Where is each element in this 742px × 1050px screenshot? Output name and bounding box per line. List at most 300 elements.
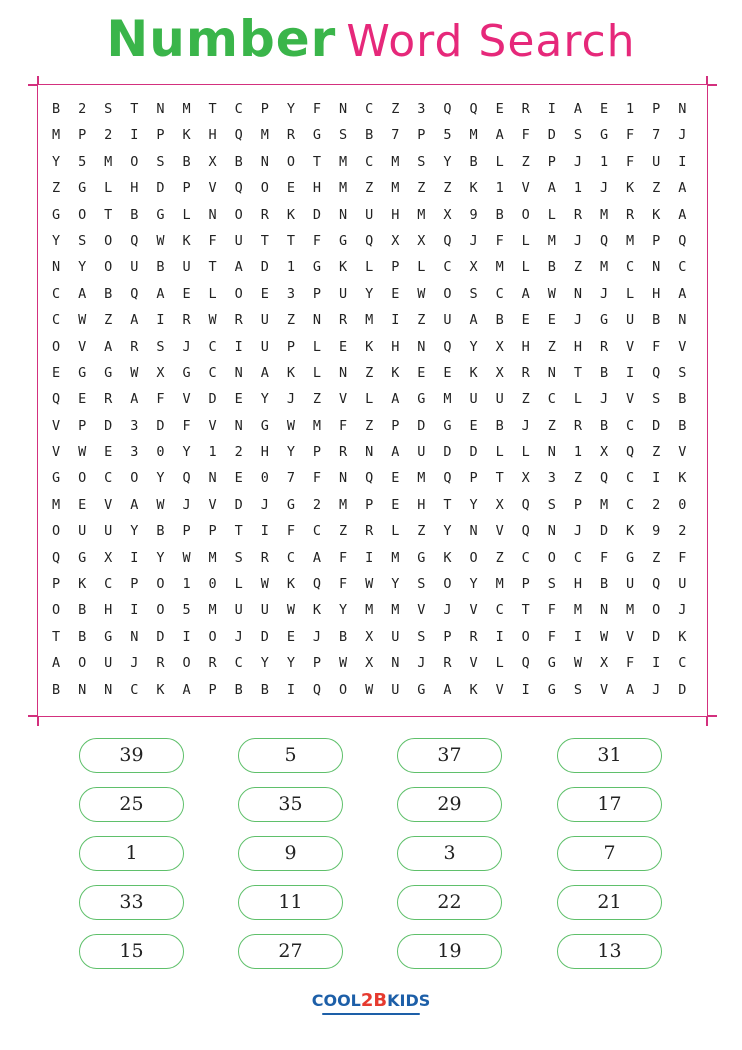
grid-letter[interactable]: A — [130, 312, 139, 329]
grid-letter[interactable]: B — [599, 417, 609, 434]
grid-letter[interactable]: Y — [443, 153, 452, 170]
grid-letter[interactable]: G — [547, 655, 556, 672]
grid-letter[interactable]: L — [312, 338, 322, 355]
grid-letter[interactable]: N — [130, 628, 139, 645]
grid-letter[interactable]: C — [573, 549, 582, 566]
grid-letter[interactable]: Z — [365, 417, 374, 434]
grid-letter[interactable]: L — [365, 259, 374, 276]
grid-letter[interactable]: I — [365, 549, 374, 566]
grid-letter[interactable]: L — [495, 444, 504, 461]
grid-letter[interactable]: A — [678, 180, 687, 197]
grid-letter[interactable]: X — [391, 232, 400, 249]
grid-letter[interactable]: B — [547, 259, 556, 276]
grid-letter[interactable]: 1 — [573, 180, 582, 197]
grid-letter[interactable]: S — [678, 364, 687, 381]
grid-letter[interactable]: S — [573, 127, 582, 144]
grid-letter[interactable]: M — [208, 602, 217, 619]
grid-letter[interactable]: M — [365, 312, 374, 329]
grid-letter[interactable]: A — [678, 206, 687, 223]
grid-letter[interactable]: Z — [652, 444, 661, 461]
grid-letter[interactable]: Z — [547, 338, 556, 355]
grid-letter[interactable]: M — [495, 576, 504, 593]
grid-letter[interactable]: O — [78, 470, 87, 487]
grid-letter[interactable]: Q — [443, 101, 452, 117]
grid-letter[interactable]: B — [234, 153, 243, 170]
word-pill[interactable]: 9 — [238, 836, 343, 871]
grid-letter[interactable]: B — [260, 681, 269, 698]
grid-letter[interactable]: Q — [365, 470, 374, 487]
grid-letter[interactable]: 3 — [130, 417, 139, 434]
grid-letter[interactable]: Q — [443, 338, 452, 355]
grid-letter[interactable]: M — [443, 391, 452, 408]
grid-letter[interactable]: T — [104, 206, 113, 223]
grid-letter[interactable]: 3 — [130, 444, 139, 461]
word-pill[interactable]: 19 — [397, 934, 502, 969]
grid-letter[interactable]: J — [521, 417, 530, 434]
grid-letter[interactable]: B — [339, 628, 348, 645]
grid-letter[interactable]: Z — [417, 180, 426, 197]
grid-letter[interactable]: M — [573, 602, 582, 619]
grid-letter[interactable]: B — [104, 285, 113, 302]
grid-letter[interactable]: E — [286, 628, 295, 645]
grid-letter[interactable]: V — [469, 602, 478, 619]
word-pill[interactable]: 27 — [238, 934, 343, 969]
grid-letter[interactable]: M — [547, 232, 556, 249]
grid-letter[interactable]: M — [312, 417, 322, 434]
grid-letter[interactable]: L — [547, 206, 556, 223]
grid-letter[interactable]: K — [182, 232, 191, 249]
grid-letter[interactable]: R — [443, 655, 452, 672]
word-pill[interactable]: 22 — [397, 885, 502, 920]
grid-letter[interactable]: F — [339, 549, 348, 566]
grid-letter[interactable]: I — [391, 312, 400, 329]
grid-letter[interactable]: M — [339, 180, 348, 197]
grid-letter[interactable]: R — [260, 206, 269, 223]
grid-letter[interactable]: G — [547, 681, 556, 698]
grid-letter[interactable]: S — [156, 338, 165, 355]
grid-letter[interactable]: I — [652, 470, 661, 487]
word-pill[interactable]: 15 — [79, 934, 184, 969]
grid-letter[interactable]: M — [365, 602, 374, 619]
grid-letter[interactable]: G — [78, 549, 87, 566]
grid-letter[interactable]: R — [208, 655, 217, 672]
word-pill[interactable]: 17 — [557, 787, 662, 822]
grid-letter[interactable]: R — [156, 655, 165, 672]
grid-letter[interactable]: U — [495, 391, 504, 408]
grid-letter[interactable]: J — [573, 312, 582, 329]
grid-letter[interactable]: P — [312, 285, 322, 302]
grid-letter[interactable]: 2 — [652, 496, 661, 513]
grid-letter[interactable]: L — [495, 153, 504, 170]
grid-letter[interactable]: N — [208, 206, 217, 223]
grid-letter[interactable]: D — [652, 417, 661, 434]
grid-letter[interactable]: U — [234, 232, 243, 249]
grid-letter[interactable]: U — [391, 628, 400, 645]
grid-letter[interactable]: Z — [365, 180, 374, 197]
grid-letter[interactable]: N — [365, 444, 374, 461]
grid-letter[interactable]: R — [286, 127, 295, 144]
grid-letter[interactable]: C — [286, 549, 295, 566]
grid-letter[interactable]: I — [130, 549, 139, 566]
grid-letter[interactable]: O — [652, 602, 661, 619]
grid-letter[interactable]: N — [573, 285, 582, 302]
grid-letter[interactable]: A — [495, 127, 504, 144]
grid-letter[interactable]: 7 — [652, 127, 661, 144]
grid-letter[interactable]: J — [599, 180, 609, 197]
grid-letter[interactable]: Y — [260, 391, 269, 408]
grid-letter[interactable]: N — [339, 206, 348, 223]
grid-letter[interactable]: M — [339, 153, 348, 170]
grid-letter[interactable]: O — [521, 206, 530, 223]
grid-letter[interactable]: V — [208, 417, 217, 434]
grid-letter[interactable]: X — [208, 153, 217, 170]
grid-letter[interactable]: H — [260, 444, 269, 461]
grid-letter[interactable]: L — [521, 259, 530, 276]
grid-letter[interactable]: A — [678, 285, 687, 302]
grid-letter[interactable]: E — [234, 470, 243, 487]
grid-letter[interactable]: D — [260, 628, 269, 645]
grid-letter[interactable]: Q — [51, 391, 61, 408]
grid-letter[interactable]: Q — [130, 232, 139, 249]
word-pill[interactable]: 13 — [557, 934, 662, 969]
grid-letter[interactable]: S — [156, 153, 165, 170]
grid-letter[interactable]: E — [104, 444, 113, 461]
grid-letter[interactable]: R — [469, 628, 478, 645]
grid-letter[interactable]: M — [626, 602, 635, 619]
grid-letter[interactable]: J — [182, 338, 191, 355]
grid-letter[interactable]: A — [51, 655, 61, 672]
grid-letter[interactable]: A — [443, 681, 452, 698]
grid-letter[interactable]: 0 — [208, 576, 217, 593]
grid-letter[interactable]: C — [234, 101, 243, 117]
grid-letter[interactable]: Y — [51, 232, 61, 249]
grid-letter[interactable]: R — [573, 417, 582, 434]
grid-letter[interactable]: F — [339, 576, 348, 593]
grid-letter[interactable]: F — [182, 417, 191, 434]
grid-letter[interactable]: 1 — [599, 153, 609, 170]
grid-letter[interactable]: J — [443, 602, 452, 619]
grid-letter[interactable]: K — [365, 338, 374, 355]
grid-letter[interactable]: N — [339, 364, 348, 381]
grid-letter[interactable]: J — [260, 496, 269, 513]
grid-letter[interactable]: R — [599, 338, 609, 355]
grid-letter[interactable]: S — [104, 101, 113, 117]
grid-letter[interactable]: J — [469, 232, 478, 249]
grid-letter[interactable]: A — [260, 364, 269, 381]
grid-letter[interactable]: V — [182, 391, 191, 408]
grid-letter[interactable]: P — [312, 444, 322, 461]
grid-letter[interactable]: L — [312, 364, 322, 381]
grid-letter[interactable]: S — [78, 232, 87, 249]
grid-letter[interactable]: E — [51, 364, 61, 381]
grid-letter[interactable]: Z — [652, 549, 661, 566]
grid-letter[interactable]: 7 — [286, 470, 295, 487]
grid-letter[interactable]: Y — [286, 655, 295, 672]
grid-letter[interactable]: J — [678, 602, 687, 619]
grid-letter[interactable]: A — [312, 549, 322, 566]
grid-letter[interactable]: B — [51, 681, 61, 698]
grid-letter[interactable]: Q — [365, 232, 374, 249]
grid-letter[interactable]: A — [156, 285, 165, 302]
grid-letter[interactable]: O — [339, 681, 348, 698]
grid-letter[interactable]: Y — [130, 523, 139, 540]
grid-letter[interactable]: T — [495, 470, 504, 487]
grid-letter[interactable]: C — [104, 576, 113, 593]
grid-letter[interactable]: V — [599, 681, 609, 698]
grid-letter[interactable]: T — [130, 101, 139, 117]
grid-letter[interactable]: Z — [286, 312, 295, 329]
grid-letter[interactable]: D — [652, 628, 661, 645]
grid-letter[interactable]: W — [208, 312, 217, 329]
grid-letter[interactable]: S — [573, 681, 582, 698]
grid-letter[interactable]: L — [417, 259, 426, 276]
grid-letter[interactable]: I — [156, 312, 165, 329]
grid-letter[interactable]: M — [104, 153, 113, 170]
grid-letter[interactable]: V — [678, 444, 687, 461]
grid-letter[interactable]: B — [78, 628, 87, 645]
grid-letter[interactable]: S — [417, 628, 426, 645]
grid-letter[interactable]: A — [469, 312, 478, 329]
grid-letter[interactable]: Y — [286, 101, 295, 117]
grid-letter[interactable]: M — [391, 549, 400, 566]
grid-letter[interactable]: W — [286, 602, 295, 619]
grid-letter[interactable]: M — [260, 127, 269, 144]
grid-letter[interactable]: V — [626, 338, 635, 355]
grid-letter[interactable]: V — [626, 628, 635, 645]
grid-letter[interactable]: 5 — [443, 127, 452, 144]
grid-letter[interactable]: K — [678, 628, 687, 645]
grid-letter[interactable]: E — [391, 470, 400, 487]
grid-letter[interactable]: W — [260, 576, 269, 593]
grid-letter[interactable]: N — [417, 338, 426, 355]
grid-letter[interactable]: G — [78, 180, 87, 197]
word-pill[interactable]: 25 — [79, 787, 184, 822]
grid-letter[interactable]: 2 — [312, 496, 322, 513]
grid-letter[interactable]: N — [339, 470, 348, 487]
grid-letter[interactable]: N — [547, 364, 556, 381]
grid-letter[interactable]: E — [78, 496, 87, 513]
grid-letter[interactable]: O — [234, 285, 243, 302]
grid-letter[interactable]: V — [339, 391, 348, 408]
grid-letter[interactable]: V — [417, 602, 426, 619]
grid-letter[interactable]: F — [208, 232, 217, 249]
grid-letter[interactable]: H — [573, 576, 582, 593]
grid-letter[interactable]: Q — [626, 444, 635, 461]
grid-letter[interactable]: R — [521, 364, 530, 381]
grid-letter[interactable]: T — [443, 496, 452, 513]
grid-letter[interactable]: B — [495, 417, 504, 434]
grid-letter[interactable]: K — [286, 206, 295, 223]
grid-letter[interactable]: U — [678, 576, 687, 593]
grid-letter[interactable]: K — [286, 364, 295, 381]
grid-letter[interactable]: 2 — [78, 101, 87, 117]
grid-letter[interactable]: N — [339, 101, 348, 117]
grid-letter[interactable]: I — [521, 681, 530, 698]
grid-letter[interactable]: 9 — [652, 523, 661, 540]
grid-letter[interactable]: 5 — [78, 153, 87, 170]
grid-letter[interactable]: N — [234, 417, 243, 434]
grid-letter[interactable]: S — [234, 549, 243, 566]
grid-letter[interactable]: Q — [312, 576, 322, 593]
grid-letter[interactable]: P — [208, 523, 217, 540]
grid-letter[interactable]: H — [417, 496, 426, 513]
grid-letter[interactable]: V — [469, 655, 478, 672]
grid-letter[interactable]: I — [130, 602, 139, 619]
grid-letter[interactable]: U — [130, 259, 139, 276]
grid-letter[interactable]: E — [417, 364, 426, 381]
grid-letter[interactable]: N — [51, 259, 61, 276]
grid-letter[interactable]: 1 — [626, 101, 635, 117]
grid-letter[interactable]: W — [573, 655, 582, 672]
grid-letter[interactable]: O — [260, 180, 269, 197]
grid-letter[interactable]: P — [443, 628, 452, 645]
grid-letter[interactable]: V — [104, 496, 113, 513]
grid-letter[interactable]: U — [260, 338, 269, 355]
grid-letter[interactable]: U — [391, 681, 400, 698]
grid-letter[interactable]: V — [495, 523, 504, 540]
grid-letter[interactable]: E — [495, 101, 504, 117]
grid-letter[interactable]: G — [51, 206, 61, 223]
grid-letter[interactable]: C — [443, 259, 452, 276]
grid-letter[interactable]: Q — [182, 470, 191, 487]
grid-letter[interactable]: 3 — [417, 101, 426, 117]
grid-letter[interactable]: R — [130, 338, 139, 355]
grid-letter[interactable]: P — [417, 127, 426, 144]
grid-letter[interactable]: J — [312, 628, 322, 645]
grid-letter[interactable]: D — [104, 417, 113, 434]
grid-letter[interactable]: R — [521, 101, 530, 117]
grid-letter[interactable]: X — [104, 549, 113, 566]
grid-letter[interactable]: M — [417, 206, 426, 223]
grid-letter[interactable]: 1 — [182, 576, 191, 593]
grid-letter[interactable]: G — [417, 681, 426, 698]
word-pill[interactable]: 35 — [238, 787, 343, 822]
grid-letter[interactable]: P — [652, 232, 661, 249]
grid-letter[interactable]: U — [652, 153, 661, 170]
grid-letter[interactable]: O — [469, 549, 478, 566]
grid-letter[interactable]: E — [260, 285, 269, 302]
grid-letter[interactable]: W — [599, 628, 609, 645]
grid-letter[interactable]: 0 — [678, 496, 687, 513]
grid-letter[interactable]: N — [678, 312, 687, 329]
grid-letter[interactable]: F — [339, 417, 348, 434]
grid-letter[interactable]: I — [234, 338, 243, 355]
grid-letter[interactable]: X — [365, 628, 374, 645]
grid-letter[interactable]: Y — [469, 338, 478, 355]
grid-letter[interactable]: P — [78, 417, 87, 434]
grid-letter[interactable]: L — [521, 232, 530, 249]
grid-letter[interactable]: M — [51, 496, 61, 513]
grid-letter[interactable]: O — [104, 232, 113, 249]
grid-letter[interactable]: G — [156, 206, 165, 223]
grid-letter[interactable]: U — [339, 285, 348, 302]
grid-letter[interactable]: L — [391, 523, 400, 540]
grid-letter[interactable]: C — [678, 655, 687, 672]
grid-letter[interactable]: J — [573, 232, 582, 249]
grid-letter[interactable]: B — [652, 312, 661, 329]
grid-letter[interactable]: P — [260, 101, 269, 117]
grid-letter[interactable]: H — [391, 206, 400, 223]
grid-letter[interactable]: K — [339, 259, 348, 276]
grid-letter[interactable]: F — [156, 391, 165, 408]
grid-letter[interactable]: F — [312, 470, 322, 487]
grid-letter[interactable]: M — [469, 127, 478, 144]
grid-letter[interactable]: R — [234, 312, 243, 329]
grid-letter[interactable]: W — [156, 496, 165, 513]
grid-letter[interactable]: T — [208, 101, 217, 117]
grid-letter[interactable]: V — [495, 681, 504, 698]
grid-letter[interactable]: P — [391, 259, 400, 276]
grid-letter[interactable]: I — [260, 523, 269, 540]
grid-letter[interactable]: D — [234, 496, 243, 513]
grid-letter[interactable]: X — [495, 338, 504, 355]
grid-letter[interactable]: W — [417, 285, 426, 302]
grid-letter[interactable]: D — [547, 127, 556, 144]
grid-letter[interactable]: P — [521, 576, 530, 593]
grid-letter[interactable]: M — [417, 470, 426, 487]
grid-letter[interactable]: T — [312, 153, 322, 170]
grid-letter[interactable]: U — [626, 576, 635, 593]
grid-letter[interactable]: L — [495, 655, 504, 672]
grid-letter[interactable]: M — [339, 496, 348, 513]
grid-letter[interactable]: Y — [182, 444, 191, 461]
grid-letter[interactable]: 0 — [156, 444, 165, 461]
grid-letter[interactable]: F — [626, 655, 635, 672]
grid-letter[interactable]: C — [626, 496, 635, 513]
grid-letter[interactable]: G — [312, 127, 322, 144]
grid-letter[interactable]: P — [286, 338, 295, 355]
grid-letter[interactable]: E — [234, 391, 243, 408]
grid-letter[interactable]: K — [469, 681, 478, 698]
grid-letter[interactable]: K — [678, 470, 687, 487]
grid-letter[interactable]: Q — [51, 549, 61, 566]
grid-letter[interactable]: C — [495, 285, 504, 302]
grid-letter[interactable]: C — [234, 655, 243, 672]
grid-letter[interactable]: F — [678, 549, 687, 566]
grid-letter[interactable]: F — [599, 549, 609, 566]
grid-letter[interactable]: L — [573, 391, 582, 408]
grid-letter[interactable]: B — [78, 602, 87, 619]
word-pill[interactable]: 29 — [397, 787, 502, 822]
grid-letter[interactable]: R — [104, 391, 113, 408]
grid-letter[interactable]: C — [365, 101, 374, 117]
grid-letter[interactable]: B — [599, 364, 609, 381]
grid-letter[interactable]: F — [312, 232, 322, 249]
grid-letter[interactable]: U — [104, 523, 113, 540]
word-pill[interactable]: 3 — [397, 836, 502, 871]
grid-letter[interactable]: O — [130, 153, 139, 170]
grid-letter[interactable]: B — [130, 206, 139, 223]
grid-letter[interactable]: X — [156, 364, 165, 381]
grid-letter[interactable]: 1 — [286, 259, 295, 276]
grid-letter[interactable]: Q — [652, 576, 661, 593]
grid-letter[interactable]: I — [130, 127, 139, 144]
word-pill[interactable]: 7 — [557, 836, 662, 871]
grid-letter[interactable]: Z — [573, 259, 582, 276]
grid-letter[interactable]: Z — [443, 180, 452, 197]
grid-letter[interactable]: X — [365, 655, 374, 672]
grid-letter[interactable]: M — [599, 206, 609, 223]
grid-letter[interactable]: L — [365, 391, 374, 408]
grid-letter[interactable]: K — [391, 364, 400, 381]
grid-letter[interactable]: X — [599, 444, 609, 461]
grid-letter[interactable]: O — [156, 576, 165, 593]
grid-letter[interactable]: M — [599, 259, 609, 276]
grid-letter[interactable]: F — [495, 232, 504, 249]
grid-letter[interactable]: G — [104, 364, 113, 381]
grid-letter[interactable]: K — [156, 681, 165, 698]
grid-letter[interactable]: X — [495, 496, 504, 513]
